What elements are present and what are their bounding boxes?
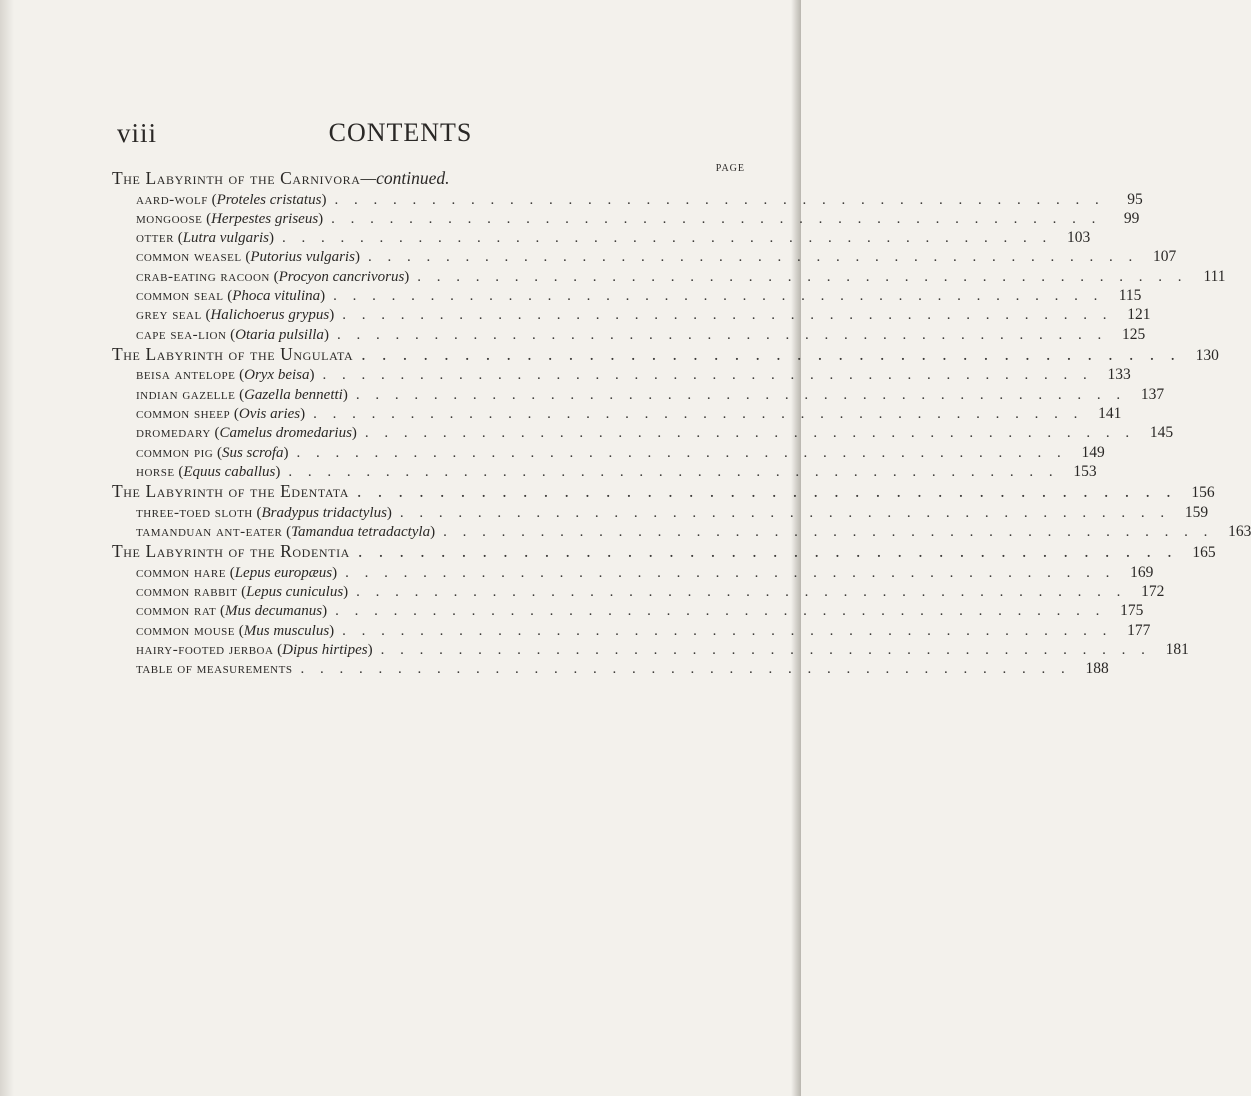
dot-leader: . . . . . . . . . . . . . . . . . . . . . . . . . . . . . . . . . . . . . . . .: [356, 584, 1127, 601]
paren-open: (: [269, 268, 279, 285]
paren-open: (: [235, 367, 245, 384]
toc-entry-row: [112, 190, 1143, 209]
paren-close: ): [268, 230, 274, 247]
paren-close: ): [322, 603, 328, 620]
entry-latin-name: Otaria pulsilla: [235, 326, 324, 343]
toc-entry-row: [112, 305, 1151, 324]
entry-common-name: aard-wolf: [136, 191, 208, 208]
entry-latin-name: Tamandua tetradactyla: [291, 523, 431, 540]
page-number: 107: [1152, 248, 1177, 266]
dot-leader: . . . . . . . . . . . . . . . . . . . . . . . . . . . . . . . . . . . . . . . .: [443, 523, 1214, 540]
paren-close: ): [309, 367, 315, 384]
paren-close: ): [300, 405, 306, 422]
entry-latin-name: Herpestes griseus: [211, 210, 319, 227]
dot-leader: . . . . . . . . . . . . . . . . . . . . . . . . . . . . . . . . . . . . . . . .: [367, 249, 1139, 266]
page-number: 115: [1118, 286, 1142, 304]
toc-entry-row: [112, 640, 1189, 659]
paren-open: (: [230, 405, 239, 422]
page-number: 99: [1123, 209, 1140, 227]
toc-entry-row: [112, 209, 1140, 228]
toc-entry-row: [112, 247, 1177, 266]
page-edge-left: [0, 0, 14, 1096]
entry-common-name: common weasel: [136, 249, 242, 266]
page-number: 145: [1149, 424, 1174, 442]
dot-leader: . . . . . . . . . . . . . . . . . . . . . . . . . . . . . . . . . . . . . . . .: [342, 622, 1113, 639]
toc-entry-row: [112, 601, 1144, 620]
entry-latin-name: Bradypus tridactylus: [261, 504, 387, 521]
paren-close: ): [404, 268, 410, 285]
dot-leader: . . . . . . . . . . . . . . . . . . . . . . . . . . . . . . . . . . . . . . . .: [364, 425, 1136, 442]
entry-latin-name: Lutra vulgaris: [182, 230, 269, 247]
dot-leader: . . . . . . . . . . . . . . . . . . . . . . . . . . . . . . . . . . . . . . . .: [399, 504, 1171, 521]
paren-open: (: [173, 230, 183, 247]
entry-latin-name: Sus scrofa: [221, 444, 284, 461]
page-number: 141: [1098, 404, 1122, 422]
dot-leader: . . . . . . . . . . . . . . . . . . . . . . . . . . . . . . . . . . . . . . . .: [296, 444, 1067, 461]
page-number: 181: [1165, 640, 1189, 658]
entry-common-name: mongoose: [136, 210, 203, 227]
toc-section-row: [112, 481, 1215, 503]
dot-leader: . . . . . . . . . . . . . . . . . . . . . . . . . . . . . . . . . . . . . . . .: [313, 405, 1084, 422]
paren-open: (: [225, 564, 235, 581]
paren-close: ): [283, 444, 289, 461]
page-number: 125: [1121, 325, 1146, 343]
page-number: 149: [1081, 443, 1105, 461]
paren-close: ): [329, 307, 335, 324]
toc-entry-row: [112, 228, 1091, 247]
entry-latin-name: Camelus dromedarius: [219, 425, 352, 442]
paren-open: (: [252, 504, 262, 521]
dot-leader: . . . . . . . . . . . . . . . . . . . . . . . . . . . . . . . . . . . . . . . .: [357, 481, 1177, 502]
toc-section-row: [112, 168, 745, 190]
paren-close: ): [321, 191, 327, 208]
entry-common-name: horse: [136, 463, 175, 480]
entry-common-name: grey seal: [136, 307, 202, 324]
paren-open: (: [216, 603, 226, 620]
dot-leader: . . . . . . . . . . . . . . . . . . . . . . . . . . . . . . . . . . . . . . . .: [361, 343, 1181, 364]
toc-entry-row: [112, 385, 1165, 404]
dot-leader: . . . . . . . . . . . . . . . . . . . . . . . . . . . . . . . . . . . . . . . .: [417, 268, 1188, 285]
paren-close: ): [329, 622, 335, 639]
page-number: 111: [1203, 267, 1226, 285]
entry-latin-name: Phoca vitulina: [232, 287, 321, 304]
dot-leader: . . . . . . . . . . . . . . . . . . . . . . . . . . . . . . . . . . . . . . . .: [345, 564, 1116, 581]
paren-close: ): [430, 523, 436, 540]
paren-open: (: [226, 326, 236, 343]
entry-latin-name: Halichoerus grypus: [210, 307, 330, 324]
paren-open: (: [237, 584, 247, 601]
paren-close: ): [354, 249, 360, 266]
toc-entry-row: [112, 462, 1097, 481]
section-title: The Labyrinth of the Ungulata: [112, 343, 354, 364]
dot-leader: . . . . . . . . . . . . . . . . . . . . . . . . . . . . . . . . . . . . . . . .: [281, 230, 1053, 247]
page-number: 159: [1184, 503, 1209, 521]
section-title: The Labyrinth of the Edentata: [112, 481, 350, 502]
paren-close: ): [275, 463, 281, 480]
entry-common-name: common rat: [136, 603, 217, 620]
entry-latin-name: Lepus europæus: [234, 564, 333, 581]
entry-latin-name: Oryx beisa: [244, 367, 310, 384]
paren-open: (: [207, 191, 217, 208]
entry-common-name: common pig: [136, 444, 214, 461]
entry-latin-name: Equus caballus: [183, 463, 276, 480]
page-number: 95: [1127, 190, 1143, 208]
toc-entry-row: [112, 286, 1142, 305]
dot-leader: . . . . . . . . . . . . . . . . . . . . . . . . . . . . . . . . . . . . . . . .: [334, 191, 1105, 208]
entry-common-name: crab-eating racoon: [136, 268, 270, 285]
toc-entry-row: [112, 325, 1146, 344]
section-title: The Labyrinth of the Carnivora: [112, 168, 361, 188]
section-title: The Labyrinth of the Rodentia: [112, 541, 350, 562]
entry-common-name: beisa antelope: [136, 367, 236, 384]
toc-entry-row: [112, 423, 1174, 442]
paren-open: (: [210, 425, 220, 442]
page-number: 133: [1107, 366, 1131, 384]
dot-leader: . . . . . . . . . . . . . . . . . . . . . . . . . . . . . . . . . . . . . . . .: [357, 541, 1178, 562]
page-folio: viii: [117, 118, 158, 148]
page-number: 103: [1066, 229, 1091, 247]
paren-open: (: [213, 444, 222, 461]
entry-latin-name: Procyon cancrivorus: [278, 268, 405, 285]
dot-leader: . . . . . . . . . . . . . . . . . . . . . . . . . . . . . . . . . . . . . . . .: [333, 287, 1104, 304]
toc-entry-row: [112, 404, 1122, 423]
entry-common-name: common mouse: [136, 622, 235, 639]
page-number: 130: [1195, 346, 1219, 364]
page-number: 175: [1120, 602, 1144, 620]
dot-leader: . . . . . . . . . . . . . . . . . . . . . . . . . . . . . . . . . . . . . . . .: [335, 603, 1106, 620]
entry-latin-name: Proteles cristatus: [216, 191, 322, 208]
paren-open: (: [202, 210, 212, 227]
toc-entry-row: [112, 659, 1109, 678]
entry-latin-name: Mus musculus: [243, 622, 330, 639]
dot-leader: . . . . . . . . . . . . . . . . . . . . . . . . . . . . . . . . . . . . . . . .: [331, 210, 1102, 227]
page-number: 163: [1228, 522, 1251, 540]
dot-leader: . . . . . . . . . . . . . . . . . . . . . . . . . . . . . . . . . . . . . . . .: [342, 307, 1113, 324]
entry-common-name: common sheep: [136, 405, 231, 422]
entry-common-name: otter: [136, 230, 174, 247]
entry-common-name: common hare: [136, 564, 226, 581]
page-number: 137: [1140, 385, 1165, 403]
toc-entry-row: [112, 503, 1209, 522]
entry-common-name: common rabbit: [136, 584, 238, 601]
entry-common-name: common seal: [136, 287, 224, 304]
toc-section-row: [112, 541, 1216, 563]
page-number: 188: [1085, 660, 1109, 678]
page-number: 156: [1191, 484, 1215, 502]
paren-open: (: [174, 463, 184, 480]
page-number: 172: [1141, 583, 1165, 601]
entry-common-name: indian gazelle: [136, 386, 236, 403]
paren-open: (: [282, 523, 292, 540]
paren-open: (: [235, 386, 245, 403]
page-number: 177: [1127, 621, 1151, 639]
entry-common-name: dromedary: [136, 425, 211, 442]
paren-open: (: [201, 307, 211, 324]
toc-section-row: [112, 343, 1219, 366]
paren-close: ): [351, 425, 357, 442]
page-number: 165: [1192, 544, 1216, 562]
toc-entry-row: [112, 621, 1151, 640]
entry-common-name: cape sea-lion: [136, 326, 227, 343]
paren-open: (: [223, 287, 233, 304]
entry-common-name: three-toed sloth: [136, 504, 253, 521]
page-number: 169: [1130, 563, 1154, 581]
paren-close: ): [343, 584, 349, 601]
entry-latin-name: Mus decumanus: [225, 603, 323, 620]
page-header: [0, 118, 801, 158]
toc-entry-row: [112, 443, 1105, 462]
toc-entry-row: [112, 365, 1131, 384]
paren-close: ): [342, 386, 348, 403]
toc-entry-row: [112, 582, 1165, 601]
paren-open: (: [241, 249, 251, 266]
dot-leader: . . . . . . . . . . . . . . . . . . . . . . . . . . . . . . . . . . . . . . . .: [336, 326, 1108, 343]
paren-close: ): [318, 210, 324, 227]
paren-close: ): [332, 564, 338, 581]
dot-leader: . . . . . . . . . . . . . . . . . . . . . . . . . . . . . . . . . . . . . . . .: [355, 386, 1127, 403]
entry-common-name: tamanduan ant-eater: [136, 523, 283, 540]
dot-leader: . . . . . . . . . . . . . . . . . . . . . . . . . . . . . . . . . . . . . . . .: [380, 641, 1151, 658]
dot-leader: . . . . . . . . . . . . . . . . . . . . . . . . . . . . . . . . . . . . . . . .: [322, 367, 1093, 384]
entry-common-name: hairy-footed jerboa: [136, 641, 274, 658]
paren-close: ): [367, 641, 373, 658]
entry-latin-name: Lepus cuniculus: [246, 584, 344, 601]
page-column-label: PAGE: [715, 163, 745, 174]
toc-entry-row: [112, 563, 1154, 582]
page-number: 153: [1073, 462, 1097, 480]
dot-leader: . . . . . . . . . . . . . . . . . . . . . . . . . . . . . . . . . . . . . . . .: [300, 661, 1071, 678]
running-title: CONTENTS: [328, 118, 473, 147]
toc-entry-row: [112, 522, 1251, 541]
entry-latin-name: Ovis aries: [238, 405, 301, 422]
entry-latin-name: Dipus hirtipes: [282, 641, 368, 658]
table-of-contents: [112, 168, 1251, 679]
toc-entry-row: [112, 267, 1226, 286]
paren-open: (: [235, 622, 244, 639]
paren-close: ): [323, 326, 329, 343]
section-continued: —continued.: [360, 168, 450, 188]
entry-latin-name: Gazella bennetti: [244, 386, 343, 403]
entry-latin-name: Putorius vulgaris: [250, 249, 355, 266]
page-number: 121: [1127, 306, 1151, 324]
dot-leader: . . . . . . . . . . . . . . . . . . . . . . . . . . . . . . . . . . . . . . . .: [288, 463, 1059, 480]
entry-common-name: table of measurements: [136, 661, 293, 678]
paren-close: ): [386, 504, 392, 521]
paren-close: ): [320, 287, 326, 304]
paren-open: (: [273, 641, 283, 658]
